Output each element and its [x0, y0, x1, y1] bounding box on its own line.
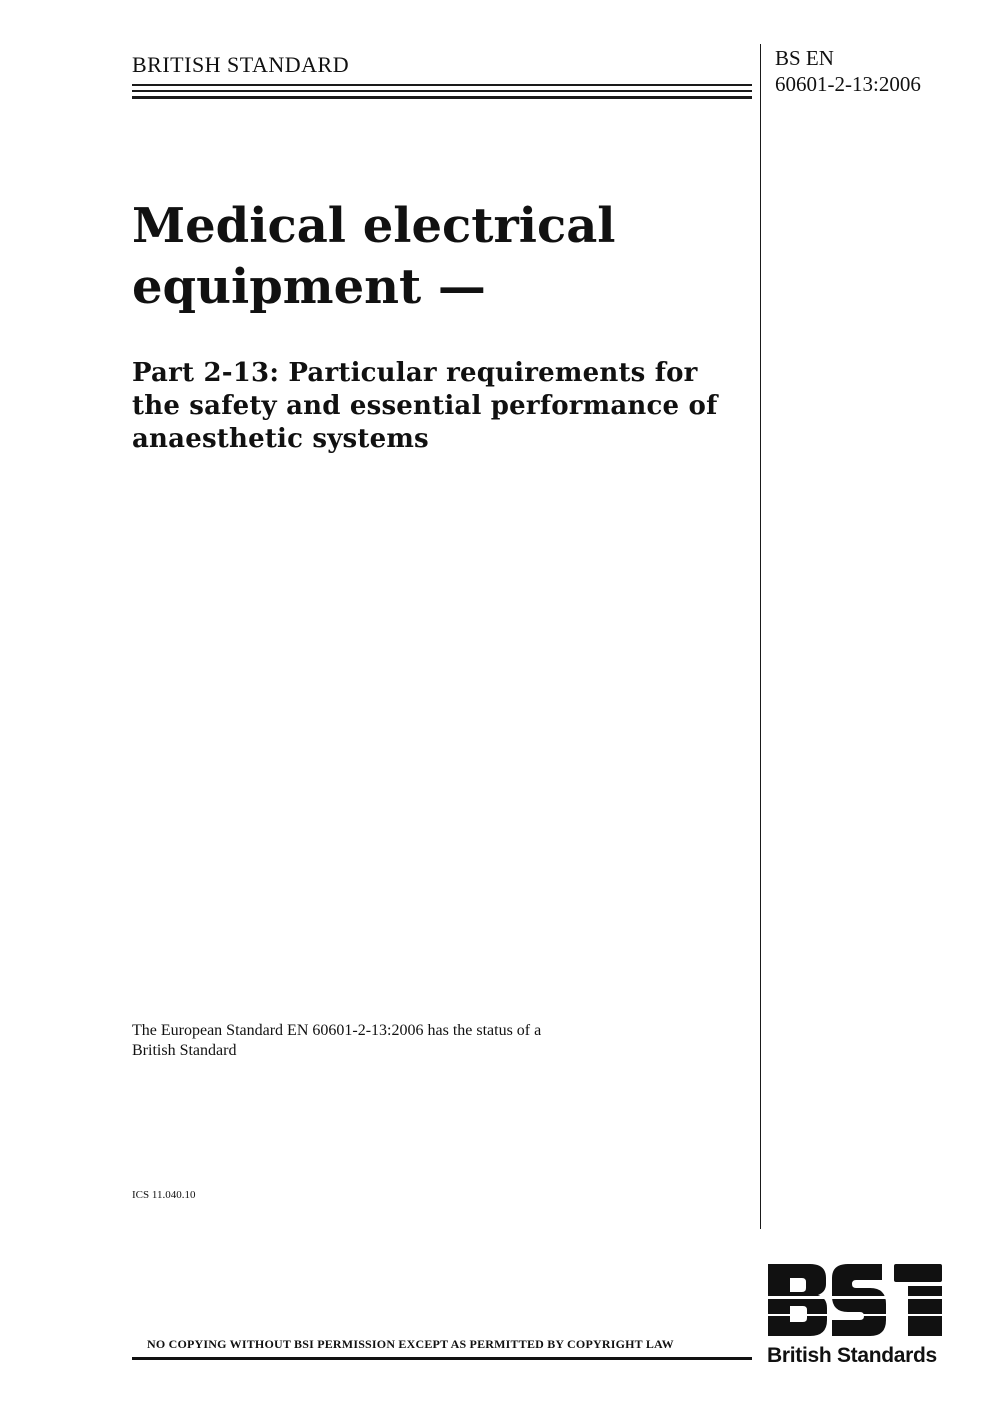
subtitle-line: Part 2-13: Particular requirements for: [132, 358, 698, 388]
status-note-line: The European Standard EN 60601-2-13:2006 has the status of a: [132, 1022, 542, 1039]
status-note-line: British Standard: [132, 1042, 237, 1059]
footer-rule: [132, 1357, 752, 1360]
bsi-logo-caption: British Standards: [767, 1344, 937, 1367]
header-rule: [132, 90, 752, 92]
document-number-line: BS EN: [775, 46, 834, 70]
header-rule: [132, 96, 752, 99]
document-subtitle: [132, 357, 752, 456]
subtitle-line: the safety and essential performance of: [132, 391, 718, 421]
document-title: [132, 196, 742, 318]
document-number: [775, 45, 921, 97]
vertical-divider: [760, 44, 761, 1229]
document-number-line: 60601-2-13:2006: [775, 72, 921, 96]
header-rule: [132, 84, 752, 86]
title-line: Medical electrical: [132, 198, 616, 254]
title-line: equipment —: [132, 259, 486, 315]
status-note: [132, 1021, 692, 1061]
series-label: BRITISH STANDARD: [132, 52, 350, 77]
subtitle-line: anaesthetic systems: [132, 424, 429, 454]
copyright-notice: NO COPYING WITHOUT BSI PERMISSION EXCEPT AS PERMITTED BY COPYRIGHT LAW: [147, 1337, 674, 1351]
ics-code: ICS 11.040.10: [132, 1189, 196, 1201]
